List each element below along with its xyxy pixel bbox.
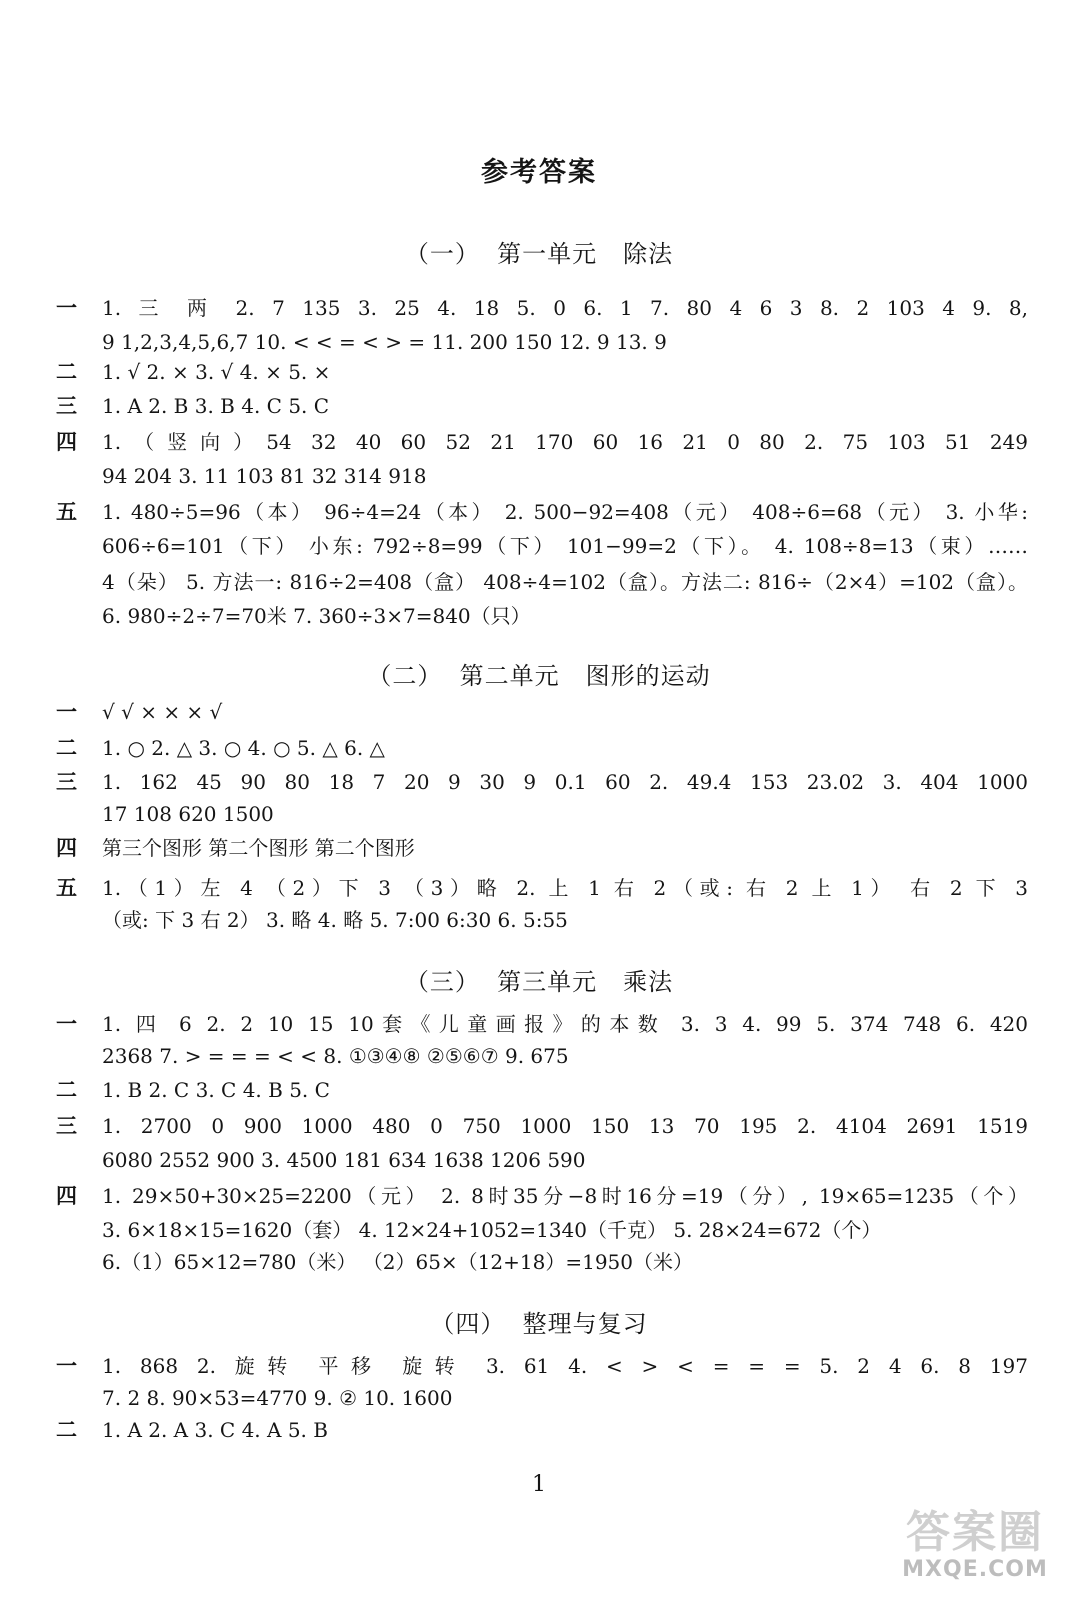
answer-row [56,732,1028,764]
answer-row [56,326,1028,358]
answer-row [56,460,1028,492]
answer-row [56,832,1028,864]
answer-text: 4（朵） 5. 方法一: 816÷2=408（盒） 408÷4=102（盒）。方法二: 816÷（2×4）=102（盒）。 [102,570,1028,594]
answer-row [56,390,1028,422]
answer-text: 1. ○ 2. △ 3. ○ 4. ○ 5. △ 6. △ [102,736,385,760]
answer-row [56,1110,1028,1142]
section-heading-3: （三） 第三单元 乘法 [404,968,674,996]
question-group-label: 四 [56,835,77,860]
answer-text: 6.（1）65×12=780（米） （2）65×（12+18）=1950（米） [102,1250,693,1274]
answer-row [56,1144,1028,1176]
answer-row [56,356,1028,388]
answer-text: 17 108 620 1500 [102,802,274,826]
answer-row [56,530,1028,562]
answer-row [56,1246,1028,1278]
question-group-label: 四 [56,429,77,454]
answer-row [56,696,1028,728]
question-group-label: 四 [56,1183,77,1208]
answer-text: 1. B 2. C 3. C 4. B 5. C [102,1078,330,1102]
question-group-label: 五 [56,499,77,524]
answer-text: 1. A 2. B 3. B 4. C 5. C [102,394,330,418]
answer-text: 3. 6×18×15=1620（套） 4. 12×24+1052=1340（千克） 5. 28×24=672（个） [102,1218,882,1242]
page-title: 参考答案 [481,157,597,188]
question-group-label: 二 [56,735,77,760]
page-number: 1 [532,1472,546,1497]
answer-text: 6. 980÷2÷7=70米 7. 360÷3×7=840（只） [102,604,531,628]
answer-row [56,566,1028,598]
watermark-logo [890,1508,1060,1592]
answer-text: （或: 下 3 右 2） 3. 略 4. 略 5. 7:00 6:30 6. 5:55 [102,908,568,932]
answer-text: 7. 2 8. 90×53=4770 9. ② 10. 1600 [102,1386,453,1410]
answer-row [56,1382,1028,1414]
question-group-label: 一 [56,1011,77,1036]
answer-text: 1. 29×50+30×25=2200（元） 2. 8时35分−8时16分=19（分）, 19×65=1235（个） [102,1184,1028,1208]
question-group-label: 一 [56,699,77,724]
question-group-label: 五 [56,875,77,900]
question-group-label: 三 [56,393,77,418]
answer-text: 606÷6=101（下） 小东: 792÷8=99（下） 101−99=2（下）。 4. 108÷8=13（束）…… [102,534,1028,558]
answer-row [56,1074,1028,1106]
answer-text: 1. 三 两 2. 7 135 3. 25 4. 18 5. 0 6. 1 7. 80 4 6 3 8. 2 103 4 9. 8, [102,296,1028,320]
answer-text: 1. 480÷5=96（本） 96÷4=24（本） 2. 500−92=408（元） 408÷6=68（元） 3. 小华: [102,500,1028,524]
answer-text: 1.（竖向）54 32 40 60 52 21 170 60 16 21 0 80 2. 75 103 51 249 [102,430,1028,454]
answer-text: 1. 2700 0 900 1000 480 0 750 1000 150 13 70 195 2. 4104 2691 1519 [102,1114,1028,1138]
answer-row [56,496,1028,528]
answer-text: 1. √ 2. × 3. √ 4. × 5. × [102,360,331,384]
answer-text: 9 1,2,3,4,5,6,7 10. < < = < > = 11. 200 150 12. 9 13. 9 [102,330,667,354]
watermark-logo-text: 答案圈 [906,1507,1044,1558]
answer-row [56,426,1028,458]
question-group-label: 二 [56,1417,77,1442]
section-heading-4: （四） 整理与复习 [430,1310,648,1338]
answer-row [56,904,1028,936]
answer-row [56,1040,1028,1072]
answer-text: 6080 2552 900 3. 4500 181 634 1638 1206 590 [102,1148,586,1172]
answer-row [56,766,1028,798]
answer-row [56,292,1028,324]
answer-row [56,1008,1028,1040]
answer-text: 94 204 3. 11 103 81 32 314 918 [102,464,427,488]
question-group-label: 一 [56,1353,77,1378]
answer-text: 1. 四 6 2. 2 10 15 10套《儿童画报》的本数 3. 3 4. 99 5. 374 748 6. 420 [102,1012,1028,1036]
question-group-label: 二 [56,359,77,384]
answer-text: 1.（1）左 4 （2）下 3 （3）略 2. 上 1 右 2（或: 右 2 上 1） 右 2 下 3 [102,876,1028,900]
answer-text: 1. 868 2. 旋转 平移 旋转 3. 61 4. < > < = = = 5. 2 4 6. 8 197 [102,1354,1028,1378]
section-heading-2: （二） 第二单元 图形的运动 [367,662,711,690]
answer-text: 第三个图形 第二个图形 第二个图形 [102,836,415,860]
answer-row [56,1350,1028,1382]
answer-text: 1. A 2. A 3. C 4. A 5. B [102,1418,328,1442]
answer-row [56,1414,1028,1446]
answer-text: 1. 162 45 90 80 18 7 20 9 30 9 0.1 60 2. 49.4 153 23.02 3. 404 1000 [102,770,1028,794]
answer-row [56,798,1028,830]
question-group-label: 二 [56,1077,77,1102]
question-group-label: 三 [56,1113,77,1138]
answer-row [56,872,1028,904]
answer-row [56,1180,1028,1212]
answer-row [56,600,1028,632]
answer-text: √ √ × × × √ [102,700,223,724]
answer-row [56,1214,1028,1246]
watermark-url: MXQE.COM [902,1557,1048,1582]
question-group-label: 一 [56,295,77,320]
question-group-label: 三 [56,769,77,794]
section-heading-1: （一） 第一单元 除法 [404,240,674,268]
answer-text: 2368 7. > = = = < < 8. ①③④⑧ ②⑤⑥⑦ 9. 675 [102,1044,569,1068]
